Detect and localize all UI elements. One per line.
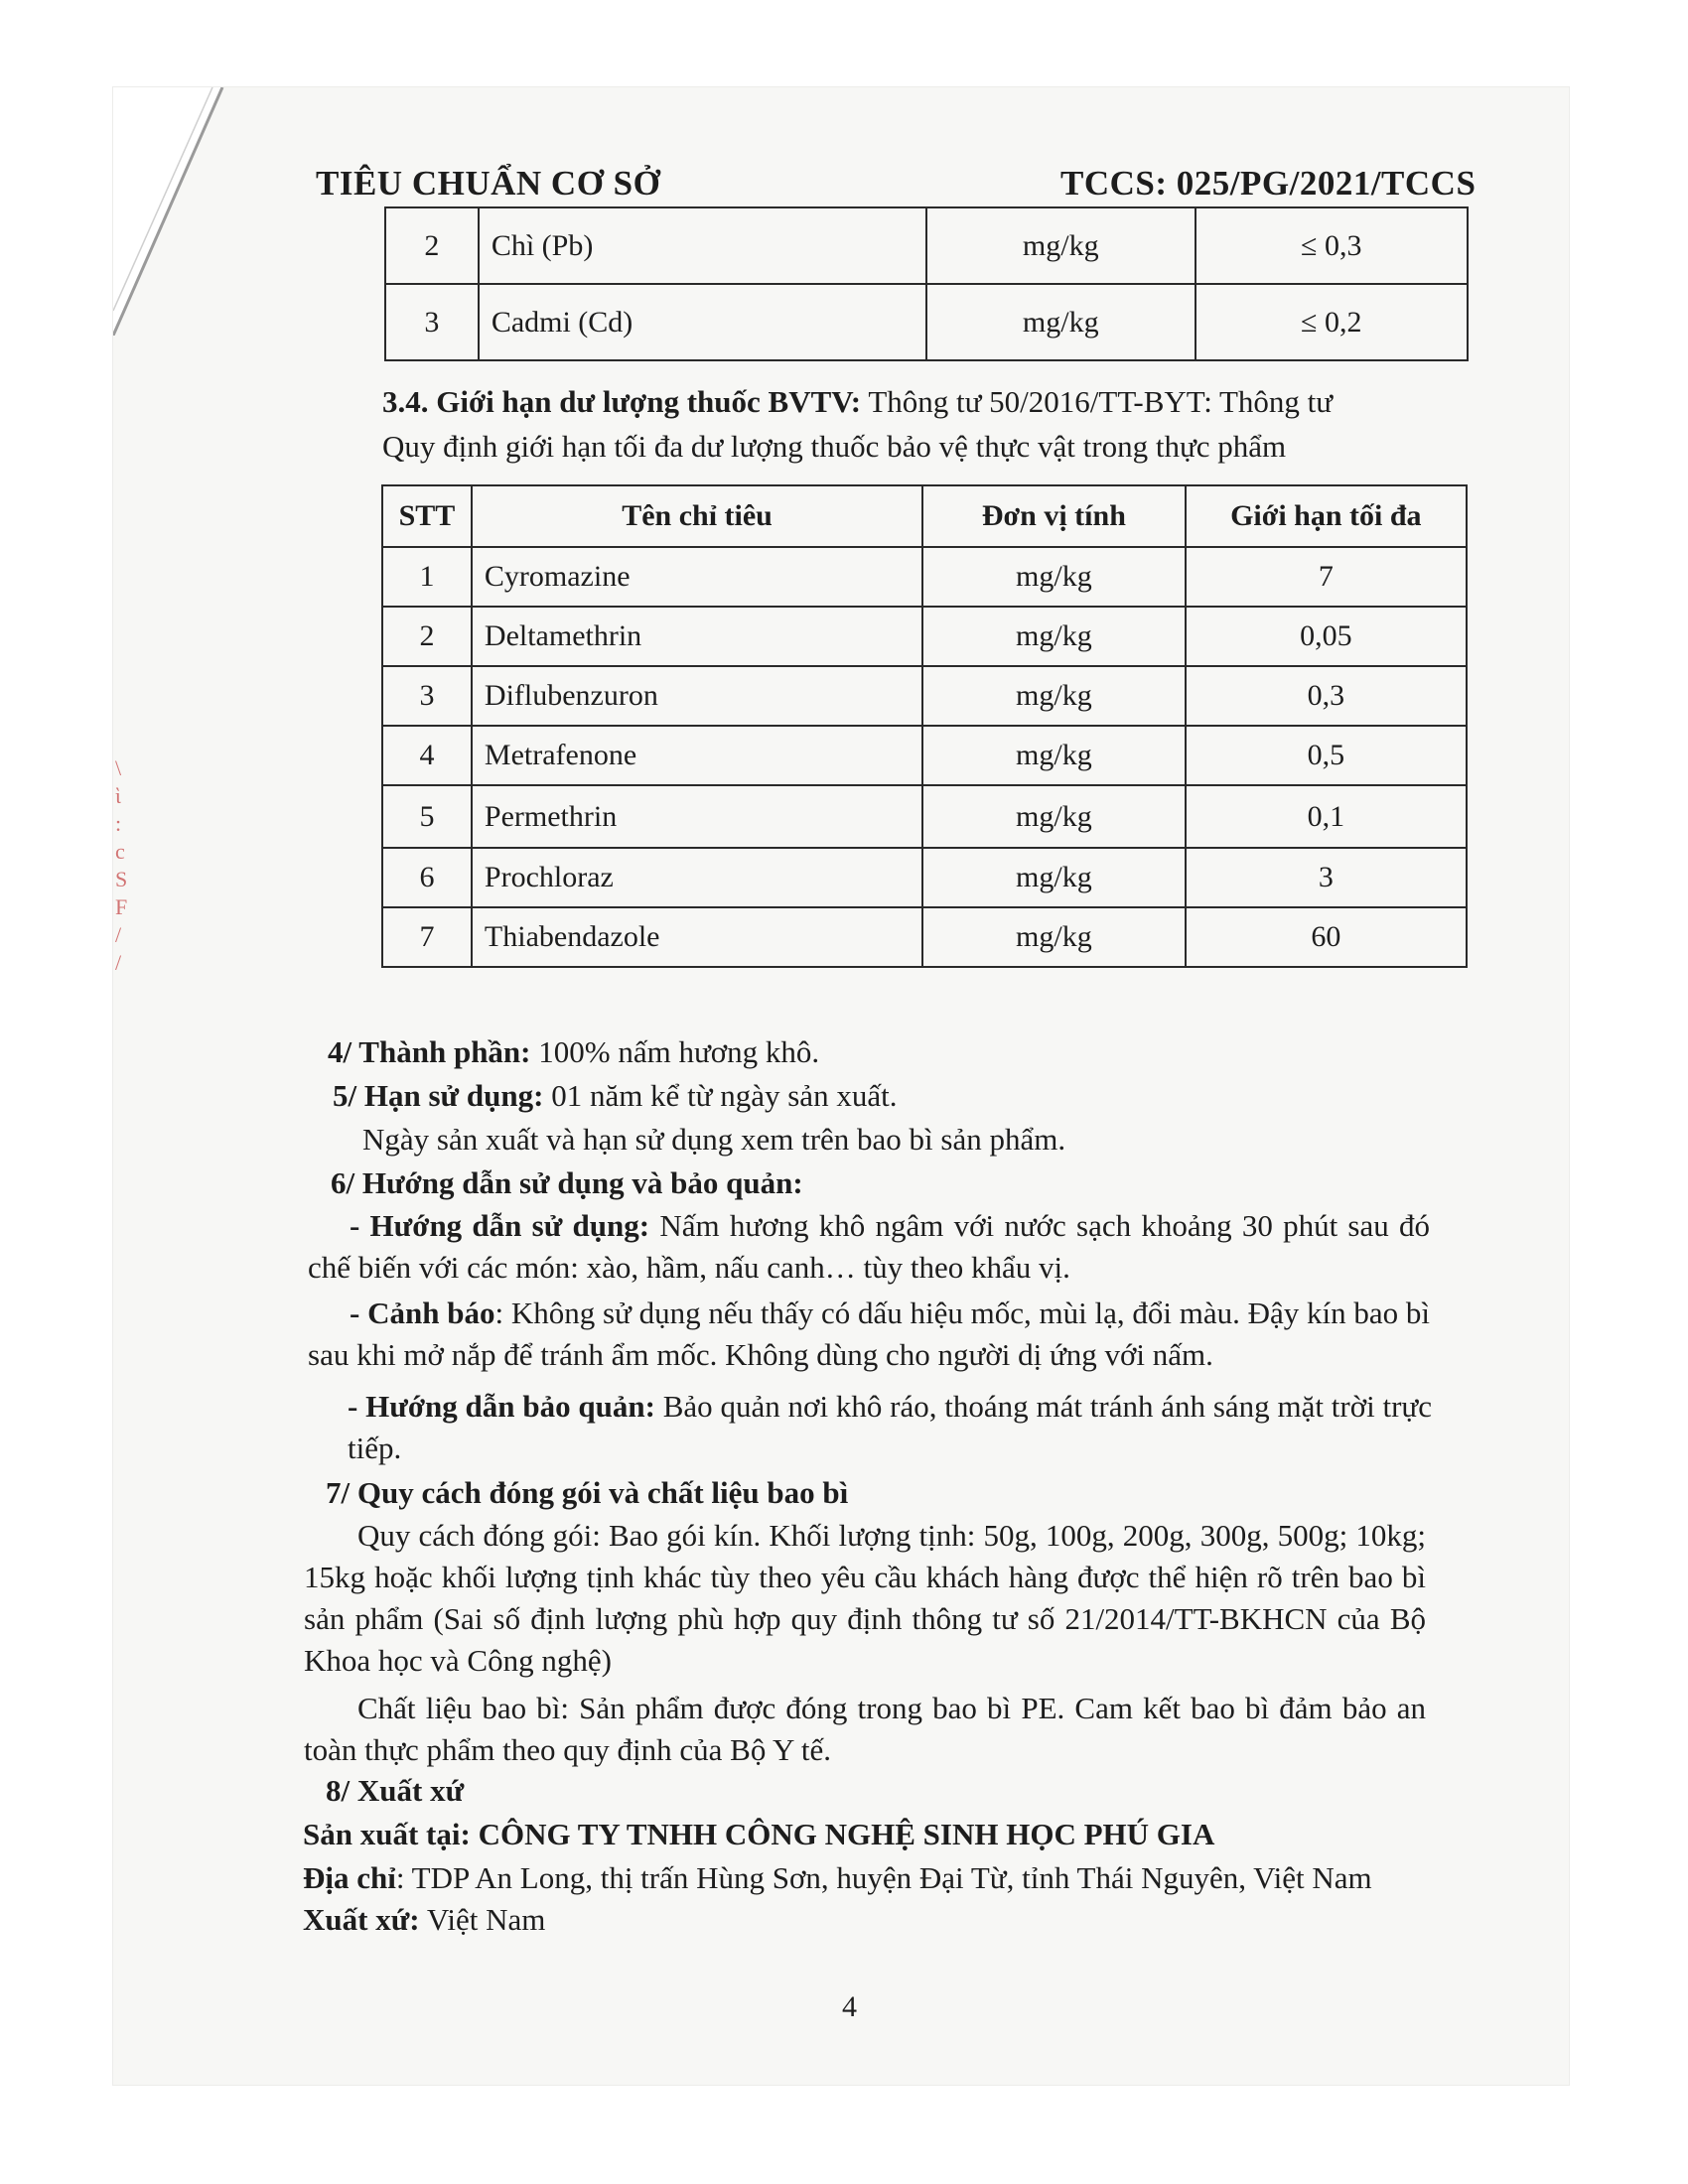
- packaging-material-paragraph: Chất liệu bao bì: Sản phẩm được đóng trong bao bì PE. Cam kết bao bì đảm bảo an toàn thực phẩm theo quy định của Bộ Y tế.: [304, 1691, 1426, 1767]
- table-row: [382, 726, 1467, 785]
- name-cell: Thiabendazole: [472, 907, 922, 967]
- unit-cell: mg/kg: [922, 547, 1185, 607]
- unit-cell: mg/kg: [922, 666, 1185, 726]
- table-row: [382, 607, 1467, 666]
- packaging-spec-paragraph: Quy cách đóng gói: Bao gói kín. Khối lượng tịnh: 50g, 100g, 200g, 300g, 500g; 10kg; 15kg hoặc khối lượng tịnh khác tùy theo yêu cầu khách hàng được thể hiện rõ trên bao bì sản phẩm (Sai số định lượng phù hợp quy định thông tư số 21/2014/TT-BKHCN của Bộ Khoa học và Công nghệ): [304, 1518, 1426, 1678]
- section-6-usage: [308, 1205, 1430, 1289]
- stt-cell: 5: [382, 785, 472, 848]
- limit-cell: 7: [1186, 547, 1467, 607]
- address-value: : TDP An Long, thị trấn Hùng Sơn, huyện Đại Từ, tỉnh Thái Nguyên, Việt Nam: [395, 1860, 1372, 1895]
- made-value: CÔNG TY TNHH CÔNG NGHỆ SINH HỌC PHÚ GIA: [470, 1817, 1215, 1851]
- table-row: [382, 848, 1467, 907]
- address-label: Địa chỉ: [303, 1860, 396, 1895]
- unit-cell: mg/kg: [926, 207, 1196, 284]
- table-row: [382, 666, 1467, 726]
- stt-cell: 1: [382, 547, 472, 607]
- origin-line: [303, 1900, 545, 1940]
- limit-cell: 0,5: [1186, 726, 1467, 785]
- usage-text: Nấm hương khô ngâm với nước sạch khoảng 30 phút sau đó chế biến với các món: xào, hầm, nấu canh… tùy theo khẩu vị.: [308, 1208, 1430, 1285]
- name-cell: Cyromazine: [472, 547, 922, 607]
- section-3-4-text: Thông tư 50/2016/TT-BYT: Thông tư: [861, 384, 1334, 419]
- section-5-text: 01 năm kể từ ngày sản xuất.: [543, 1078, 898, 1113]
- warning-label: - Cảnh báo: [350, 1296, 495, 1330]
- stt-cell: 2: [385, 207, 479, 284]
- header-standard-code: TCCS: 025/PG/2021/TCCS: [1060, 164, 1477, 203]
- stt-cell: 7: [382, 907, 472, 967]
- limit-cell: 0,05: [1186, 607, 1467, 666]
- section-3-4-line1: [382, 382, 1333, 422]
- name-cell: Cadmi (Cd): [479, 284, 926, 360]
- table-row: [385, 207, 1468, 284]
- name-cell: Diflubenzuron: [472, 666, 922, 726]
- header-standard-title: TIÊU CHUẨN CƠ SỞ: [316, 164, 661, 203]
- heavy-metals-table: [384, 206, 1469, 361]
- table-row: [382, 907, 1467, 967]
- section-4-label: 4/ Thành phần:: [328, 1034, 531, 1069]
- section-3-4-label: 3.4. Giới hạn dư lượng thuốc BVTV:: [382, 384, 862, 419]
- name-cell: Metrafenone: [472, 726, 922, 785]
- stt-cell: 2: [382, 607, 472, 666]
- name-cell: Permethrin: [472, 785, 922, 848]
- unit-cell: mg/kg: [926, 284, 1196, 360]
- section-6-storage: [348, 1386, 1432, 1469]
- limit-cell: 0,1: [1186, 785, 1467, 848]
- header-unit: Đơn vị tính: [922, 485, 1185, 547]
- address-line: [303, 1858, 1372, 1898]
- origin-label: Xuất xứ:: [303, 1902, 420, 1937]
- table-header-row: [382, 485, 1467, 547]
- table-row: [382, 547, 1467, 607]
- name-cell: Deltamethrin: [472, 607, 922, 666]
- section-7-title: 7/ Quy cách đóng gói và chất liệu bao bì: [326, 1475, 849, 1510]
- unit-cell: mg/kg: [922, 785, 1185, 848]
- usage-label: - Hướng dẫn sử dụng:: [350, 1208, 650, 1243]
- red-stamp-edge: \ ὶ : c S F / /: [115, 755, 128, 975]
- storage-text: Bảo quản nơi khô ráo, thoáng mát tránh ánh sáng mặt trời trực tiếp.: [348, 1389, 1432, 1465]
- limit-cell: ≤ 0,3: [1196, 207, 1468, 284]
- limit-cell: 0,3: [1186, 666, 1467, 726]
- name-cell: Chì (Pb): [479, 207, 926, 284]
- header-stt: STT: [382, 485, 472, 547]
- header-name: Tên chỉ tiêu: [472, 485, 922, 547]
- origin-value: Việt Nam: [419, 1902, 546, 1937]
- section-5-note: Ngày sản xuất và hạn sử dụng xem trên bao bì sản phẩm.: [362, 1122, 1066, 1157]
- section-4-text: 100% nấm hương khô.: [530, 1034, 820, 1069]
- header-limit: Giới hạn tối đa: [1186, 485, 1467, 547]
- storage-label: - Hướng dẫn bảo quản:: [348, 1389, 655, 1424]
- unit-cell: mg/kg: [922, 726, 1185, 785]
- warning-text: : Không sử dụng nếu thấy có dấu hiệu mốc, mùi lạ, đổi màu. Đậy kín bao bì sau khi mở nắp để tránh ẩm mốc. Không dùng cho người dị ứng với nấm.: [308, 1296, 1430, 1372]
- section-8-title: 8/ Xuất xứ: [326, 1773, 465, 1808]
- stt-cell: 3: [382, 666, 472, 726]
- section-6-warning: [308, 1293, 1430, 1376]
- section-5-label: 5/ Hạn sử dụng:: [333, 1078, 544, 1113]
- section-3-4-line2: Quy định giới hạn tối đa dư lượng thuốc bảo vệ thực vật trong thực phẩm: [382, 429, 1287, 464]
- folded-corner: [113, 87, 232, 336]
- section-5: [333, 1076, 897, 1116]
- unit-cell: mg/kg: [922, 848, 1185, 907]
- made-label: Sản xuất tại:: [303, 1817, 471, 1851]
- stt-cell: 6: [382, 848, 472, 907]
- table-row: [385, 284, 1468, 360]
- section-4: [328, 1032, 819, 1072]
- page-number: 4: [842, 1990, 857, 2023]
- limit-cell: 60: [1186, 907, 1467, 967]
- table-row: [382, 785, 1467, 848]
- section-6-title: 6/ Hướng dẫn sử dụng và bảo quản:: [331, 1165, 803, 1200]
- manufacturer-line: [303, 1815, 1214, 1854]
- stt-cell: 3: [385, 284, 479, 360]
- name-cell: Prochloraz: [472, 848, 922, 907]
- limit-cell: ≤ 0,2: [1196, 284, 1468, 360]
- stt-cell: 4: [382, 726, 472, 785]
- unit-cell: mg/kg: [922, 607, 1185, 666]
- pesticide-residue-table: [381, 484, 1468, 968]
- limit-cell: 3: [1186, 848, 1467, 907]
- unit-cell: mg/kg: [922, 907, 1185, 967]
